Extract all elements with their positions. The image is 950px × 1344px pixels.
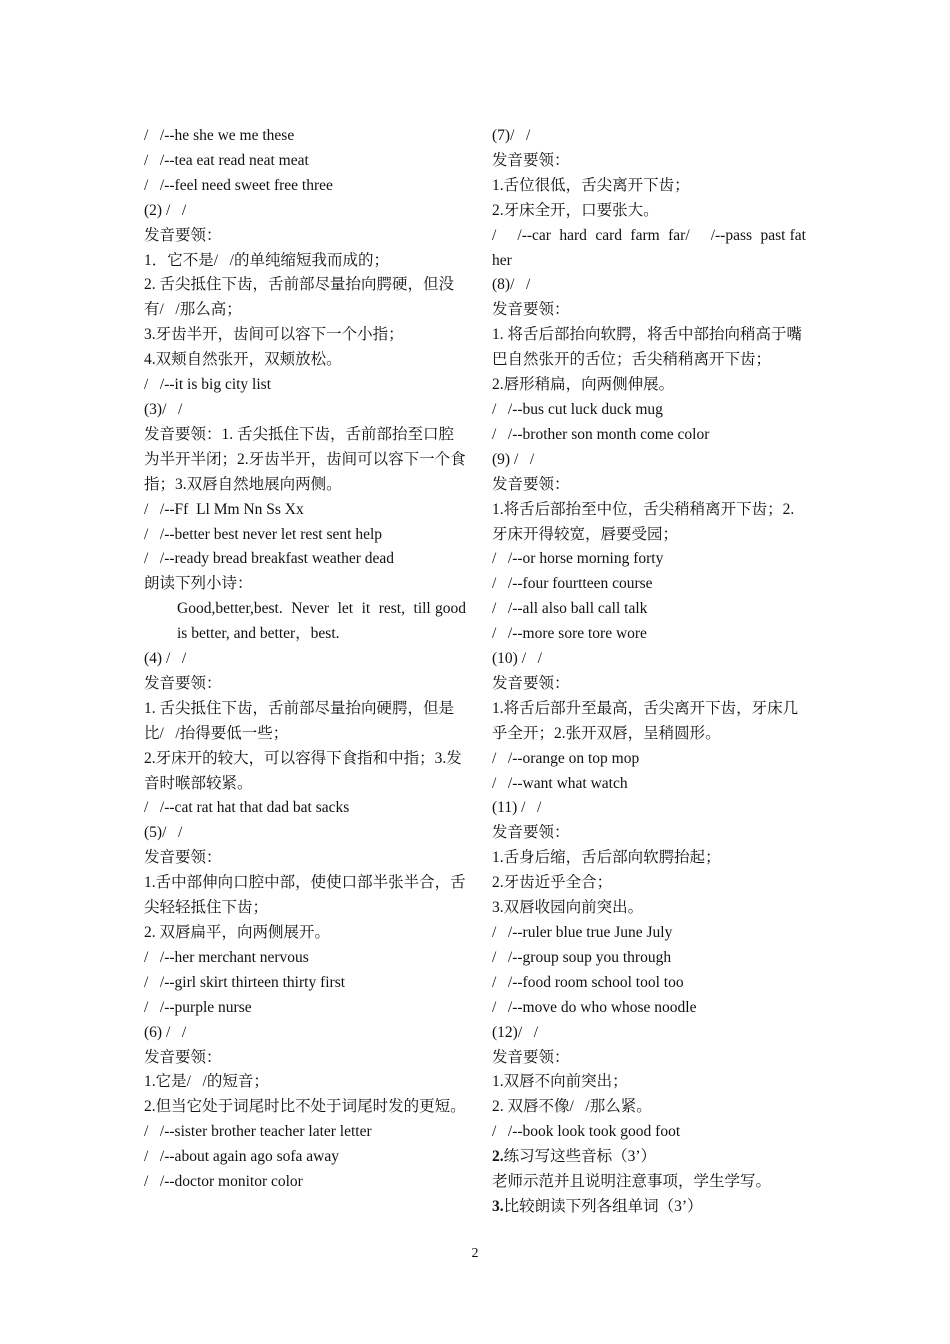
text-line: 2. 舌尖抵住下齿，舌前部尽量抬向腭硬，但没有/ /那么高； <box>144 276 455 319</box>
section-heading: (12)/ / <box>492 1023 539 1041</box>
text-line: / /--sister brother teacher later letter <box>144 1123 372 1141</box>
text-line: / /--all also ball call talk <box>492 600 648 618</box>
section-heading: (3)/ / <box>144 400 183 418</box>
text-line: / /--more sore tore wore <box>492 625 647 643</box>
text-line: 2.唇形稍扁，向两侧伸展。 <box>492 376 675 394</box>
text-line: 发音要领： <box>492 475 570 493</box>
section-heading: (10) / / <box>492 650 542 668</box>
text-line: / /--ruler blue true June July <box>492 924 673 941</box>
text-line: 2.但当它处于词尾时比不处于词尾时发的更短。 <box>144 1098 466 1116</box>
text-line: 1.舌中部伸向口腔中部，使使口部半张半合，舌尖轻轻抵住下齿； <box>144 874 466 917</box>
task-2-number: 2. <box>492 1148 504 1166</box>
text-line: / /--tea eat read neat meat <box>144 151 309 169</box>
task-2-note: 老师示范并且说明注意事项，学生学写。 <box>492 1173 772 1191</box>
text-line: 1. 舌尖抵住下齿，舌前部尽量抬向硬腭，但是比/ /抬得要低一些； <box>144 699 455 742</box>
text-line: / /--orange on top mop <box>492 749 640 767</box>
text-line: / /--want what watch <box>492 774 628 792</box>
text-line: 1.舌身后缩，舌后部向软腭抬起； <box>492 849 721 867</box>
task-3-heading <box>492 1195 806 1220</box>
section-heading: (7)/ / <box>492 127 531 144</box>
task-3-number: 3. <box>492 1197 504 1215</box>
text-line: 发音要领： <box>144 226 222 244</box>
poem-text: Good,better,best. Never let it rest, till good is better, and better，best. <box>177 600 470 643</box>
text-line: 1.双唇不向前突出； <box>492 1073 628 1091</box>
text-line: 1.将舌后部升至最高，舌尖离开下齿，牙床几乎全开；2.张开双唇，呈稍圆形。 <box>492 699 799 742</box>
text-line: / /--he she we me these <box>144 127 295 144</box>
text-line: 1．它不是/ /的单纯缩短我而成的； <box>144 251 389 269</box>
text-line: 朗读下列小诗： <box>144 575 253 593</box>
text-line: 1. 将舌后部抬向软腭，将舌中部抬向稍高于嘴巴自然张开的舌位；舌尖稍稍离开下齿； <box>492 326 803 369</box>
text-line: 2.牙床开的较大，可以容得下食指和中指；3.发音时喉部较紧。 <box>144 749 462 792</box>
text-line: 3.牙齿半开，齿间可以容下一个小指； <box>144 326 404 344</box>
text-line: / /--purple nurse <box>144 998 252 1016</box>
section-heading: (2) / / <box>144 201 187 219</box>
section-heading: (11) / / <box>492 799 542 817</box>
text-line: 发音要领： <box>492 824 570 842</box>
text-line: / /--four fourtteen course <box>492 575 653 593</box>
text-line: / /--group soup you through <box>492 948 672 966</box>
text-line: / /--book look took good foot <box>492 1123 681 1141</box>
text-line: / /--food room school tool too <box>492 973 684 991</box>
text-line: 2. 双唇不像/ /那么紧。 <box>492 1098 652 1116</box>
text-line: / /--girl skirt thirteen thirty first <box>144 973 346 991</box>
text-line: 发音要领： <box>144 1048 222 1066</box>
text-line: 2.牙床全开，口要张大。 <box>492 201 659 219</box>
text-line: 发音要领： <box>492 674 570 692</box>
text-line: / /--cat rat hat that dad bat sacks <box>144 799 350 817</box>
right-column <box>492 124 806 1220</box>
text-line: / /--doctor monitor color <box>144 1173 303 1191</box>
page-number: 2 <box>471 1246 479 1261</box>
section-heading: (9) / / <box>492 450 535 468</box>
text-line: / /--car hard card farm far/ /--pass past father <box>492 226 806 269</box>
text-line: 3.双唇收园向前突出。 <box>492 899 644 917</box>
text-line: 4.双颊自然张开，双颊放松。 <box>144 351 342 369</box>
text-line: 1.舌位很低，舌尖离开下齿； <box>492 176 690 194</box>
text-line: / /--move do who whose noodle <box>492 998 697 1016</box>
text-line: / /--ready bread breakfast weather dead <box>144 550 395 568</box>
section-heading: (6) / / <box>144 1023 187 1041</box>
text-line: 发音要领：1. 舌尖抵住下齿，舌前部抬至口腔为半开半闭；2.牙齿半开，齿间可以容下一个食指；3.双唇自然地展向两侧。 <box>144 425 466 493</box>
text-line: / /--better best never let rest sent help <box>144 525 383 543</box>
text-line: / /--feel need sweet free three <box>144 176 333 194</box>
text-line: / /--or horse morning forty <box>492 550 664 568</box>
text-line: 发音要领： <box>492 151 570 169</box>
text-line: 1.将舌后部抬至中位，舌尖稍稍离开下齿；2.牙床开得较宽，唇要受园； <box>492 500 795 543</box>
text-line: 2. 双唇扁平，向两侧展开。 <box>144 924 331 941</box>
task-2-text: 练习写这些音标（3’） <box>503 1148 657 1166</box>
text-line: 发音要领： <box>144 849 222 867</box>
text-line: / /--bus cut luck duck mug <box>492 400 663 418</box>
task-3-text: 比较朗读下列各组单词（3’） <box>503 1197 703 1215</box>
text-line: / /--her merchant nervous <box>144 948 309 966</box>
text-line: / /--it is big city list <box>144 376 272 394</box>
text-line: / /--Ff Ll Mm Nn Ss Xx <box>144 500 304 518</box>
text-line: 1.它是/ /的短音； <box>144 1073 269 1091</box>
left-column <box>144 124 470 1195</box>
text-line: 2.牙齿近乎全合； <box>492 874 613 892</box>
section-heading: (4) / / <box>144 650 187 668</box>
task-2-heading <box>492 1145 806 1170</box>
text-line: 发音要领： <box>144 674 222 692</box>
section-heading: (8)/ / <box>492 276 531 294</box>
text-line: 发音要领： <box>492 1048 570 1066</box>
text-line: / /--about again ago sofa away <box>144 1148 339 1166</box>
text-line: / /--brother son month come color <box>492 425 710 443</box>
text-line: 发音要领： <box>492 301 570 319</box>
section-heading: (5)/ / <box>144 824 183 842</box>
